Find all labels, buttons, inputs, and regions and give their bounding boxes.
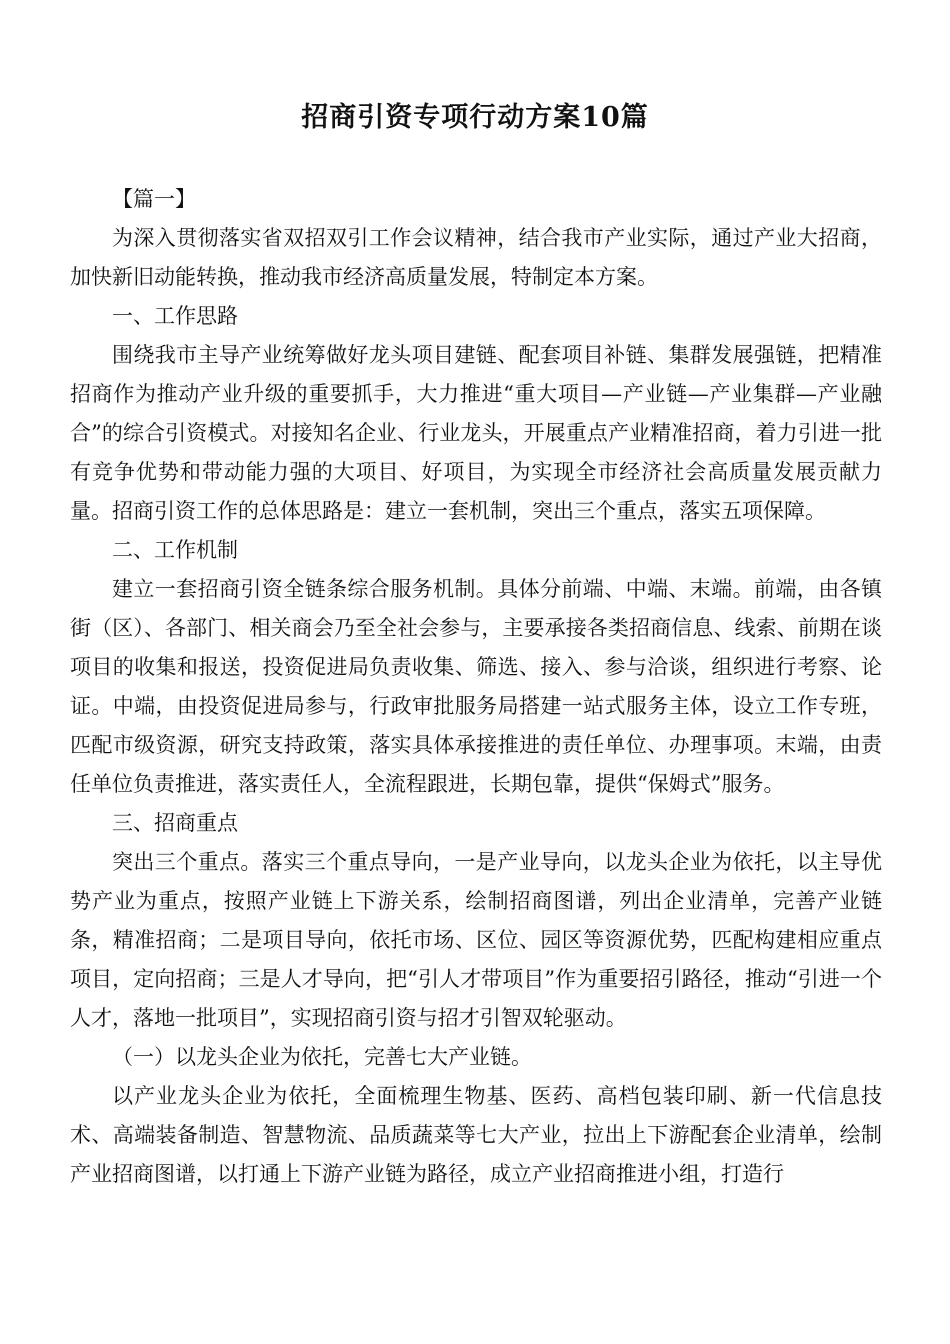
paragraph: 为深入贯彻落实省双招双引工作会议精神，结合我市产业实际，通过产业大招商，加快新旧动能转换，推动我市经济高质量发展，特制定本方案。 (70, 226, 882, 289)
document-body (70, 180, 882, 1194)
paragraph: 以产业龙头企业为依托，全面梳理生物基、医药、高档包装印刷、新一代信息技术、高端装备制造、智慧物流、品质蔬菜等七大产业，拉出上下游配套企业清单，绘制产业招商图谱，以打通上下游产业链为路径，成立产业招商推进小组，打造行 (70, 1084, 882, 1186)
section-tag: 【篇一】 (112, 187, 196, 211)
paragraph: 突出三个重点。落实三个重点导向，一是产业导向，以龙头企业为依托，以主导优势产业为重点，按照产业链上下游关系，绘制招商图谱，列出企业清单，完善产业链条，精准招商；二是项目导向，依托市场、区位、园区等资源优势，匹配构建相应重点项目，定向招商；三是人才导向，把“引人才带项目”作为重要招引路径，推动“引进一个人才，落地一批项目”，实现招商引资与招才引智双轮驱动。 (70, 850, 882, 1030)
subsection-heading: （一）以龙头企业为依托，完善七大产业链。 (112, 1045, 532, 1069)
paragraph: 围绕我市主导产业统筹做好龙头项目建链、配套项目补链、集群发展强链，把精准招商作为推动产业升级的重要抓手，大力推进“重大项目—产业链—产业集群—产业融合”的综合引资模式。对接知名企业、行业龙头，开展重点产业精准招商，着力引进一批有竞争优势和带动能力强的大项目、好项目，为实现全市经济社会高质量发展贡献力量。招商引资工作的总体思路是：建立一套机制，突出三个重点，落实五项保障。 (70, 343, 882, 523)
section-heading: 一、工作思路 (112, 304, 238, 328)
section-heading: 二、工作机制 (112, 538, 238, 562)
document-title: 招商引资专项行动方案10篇 (301, 102, 649, 133)
paragraph: 建立一套招商引资全链条综合服务机制。具体分前端、中端、末端。前端，由各镇街（区）、各部门、相关商会乃至全社会参与，主要承接各类招商信息、线索、前期在谈项目的收集和报送，投资促进局负责收集、筛选、接入、参与洽谈，组织进行考察、论证。中端，由投资促进局参与，行政审批服务局搭建一站式服务主体，设立工作专班，匹配市级资源，研究支持政策，落实具体承接推进的责任单位、办理事项。末端，由责任单位负责推进，落实责任人，全流程跟进，长期包靠，提供“保姆式”服务。 (70, 577, 882, 796)
section-heading: 三、招商重点 (112, 811, 238, 835)
